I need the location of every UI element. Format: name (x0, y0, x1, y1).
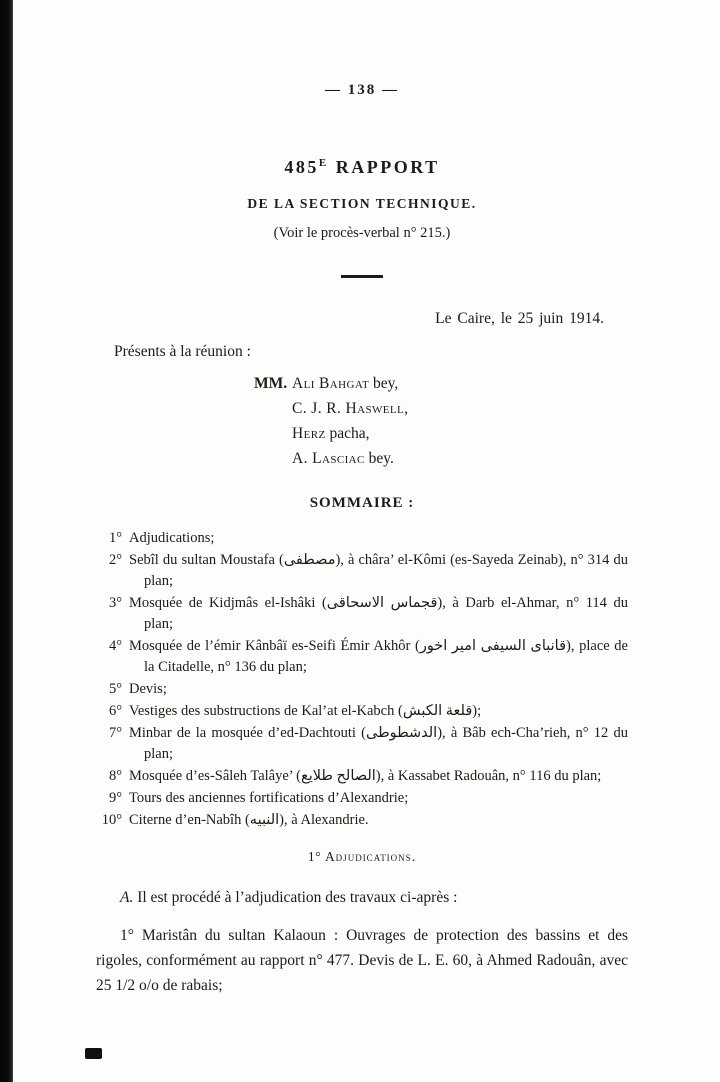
title-divider (341, 275, 383, 278)
attendance-member (292, 446, 394, 471)
sommaire-item-number: 5° (108, 681, 122, 697)
page-number: — 138 — (325, 82, 399, 98)
sommaire-item-text: Mosquée de Kidjmâs el-Ishâki (قجماس الاسحاقى), à Darb el-Ahmar, n° 114 du plan; (129, 595, 628, 632)
sommaire-item-number: 4° (108, 638, 122, 654)
attendance-row (254, 396, 628, 421)
member-name: A. Lasciac (292, 450, 365, 467)
sommaire-item-number: 3° (108, 595, 122, 611)
report-title-word: RAPPORT (335, 157, 440, 177)
paragraph-adjudication-1: 1° Maristân du sultan Kalaoun : Ouvrages de protection des bassins et des rigoles, conformément au rapport n° 477. Devis de L. E. 60, à Ahmed Radouân, avec 25 1/2 o/o de rabais; (96, 927, 628, 994)
member-suffix: bey, (369, 375, 399, 392)
attendance-row (254, 446, 628, 471)
attendance-prefix (254, 396, 292, 421)
report-title (96, 157, 628, 178)
sommaire-item-number: 8° (108, 768, 122, 784)
sommaire-item-text: Vestiges des substructions de Kal’at el-Kabch (قلعة الكبش); (129, 703, 482, 719)
member-suffix: , (404, 400, 409, 417)
sommaire-item (96, 723, 628, 765)
attendance-row (254, 371, 628, 396)
section-number: 1° (307, 849, 322, 864)
sommaire-item (96, 593, 628, 635)
member-name: Ali Bahgat (292, 375, 370, 392)
member-suffix: bey. (364, 450, 394, 467)
report-title-number: 485 (284, 157, 319, 177)
sommaire-item (96, 679, 628, 700)
sommaire-item (96, 701, 628, 722)
sommaire-item-text: Minbar de la mosquée d’ed-Dachtouti (الدشطوطى), à Bâb ech-Cha’rieh, n° 12 du plan; (129, 725, 628, 762)
sommaire-item-text: Devis; (129, 681, 167, 697)
member-name: Herz (292, 425, 326, 442)
attendance-prefix: MM. (254, 375, 288, 392)
sommaire-item-number: 2° (108, 552, 122, 568)
sommaire-item-number: 6° (108, 703, 122, 719)
scan-spot-artifact (85, 1048, 102, 1059)
attendance-member (292, 371, 398, 396)
sommaire-item-text: Citerne d’en-Nabîh (النبيه), à Alexandrie. (129, 812, 369, 828)
sommaire-list (96, 528, 628, 831)
attendance-prefix (254, 421, 292, 446)
sommaire-item-text: Adjudications; (129, 530, 215, 546)
sommaire-item (96, 528, 628, 549)
section-heading (96, 849, 628, 865)
report-reference: (Voir le procès-verbal n° 215.) (273, 225, 451, 241)
paragraph-a (96, 885, 628, 910)
section-title: Adjudications. (324, 849, 417, 864)
attendance-prefix (254, 446, 292, 471)
report-title-ordinal: E (318, 157, 329, 169)
sommaire-item-number: 1° (108, 530, 122, 546)
sommaire-item-number: 10° (101, 812, 122, 828)
member-name: C. J. R. Haswell (292, 400, 405, 417)
attendance-member (292, 421, 369, 446)
attendance-member (292, 396, 408, 421)
sommaire-item-number: 9° (108, 790, 122, 806)
attendance-list (96, 371, 628, 471)
dateline: Le Caire, le 25 juin 1914. (435, 310, 604, 327)
member-suffix: pacha, (325, 425, 370, 442)
sommaire-item (96, 550, 628, 592)
sommaire-item (96, 766, 628, 787)
sommaire-heading: SOMMAIRE : (309, 495, 415, 511)
sommaire-item (96, 810, 628, 831)
paragraph-a-label: A. (120, 889, 134, 906)
paragraph-a-text: Il est procédé à l’adjudication des travaux ci-après : (137, 889, 458, 906)
sommaire-item (96, 636, 628, 678)
sommaire-item-text: Tours des anciennes fortifications d’Alexandrie; (129, 790, 409, 806)
sommaire-item-number: 7° (108, 725, 122, 741)
sommaire-item-text: Mosquée de l’émir Kânbâï es-Seifi Émir Akhôr (قانباى السيفى امير اخور), place de la Citadelle, n° 136 du plan; (129, 638, 628, 675)
attendance-label: Présents à la réunion : (114, 343, 251, 360)
sommaire-item-text: Sebîl du sultan Moustafa (مصطفى), à châra’ el-Kômi (es-Sayeda Zeinab), n° 314 du plan; (129, 552, 628, 589)
sommaire-item (96, 788, 628, 809)
report-subtitle: DE LA SECTION TECHNIQUE. (247, 196, 477, 211)
sommaire-item-text: Mosquée d’es-Sâleh Talâye’ (الصالح طلايع), à Kassabet Radouân, n° 116 du plan; (129, 768, 602, 784)
attendance-row (254, 421, 628, 446)
